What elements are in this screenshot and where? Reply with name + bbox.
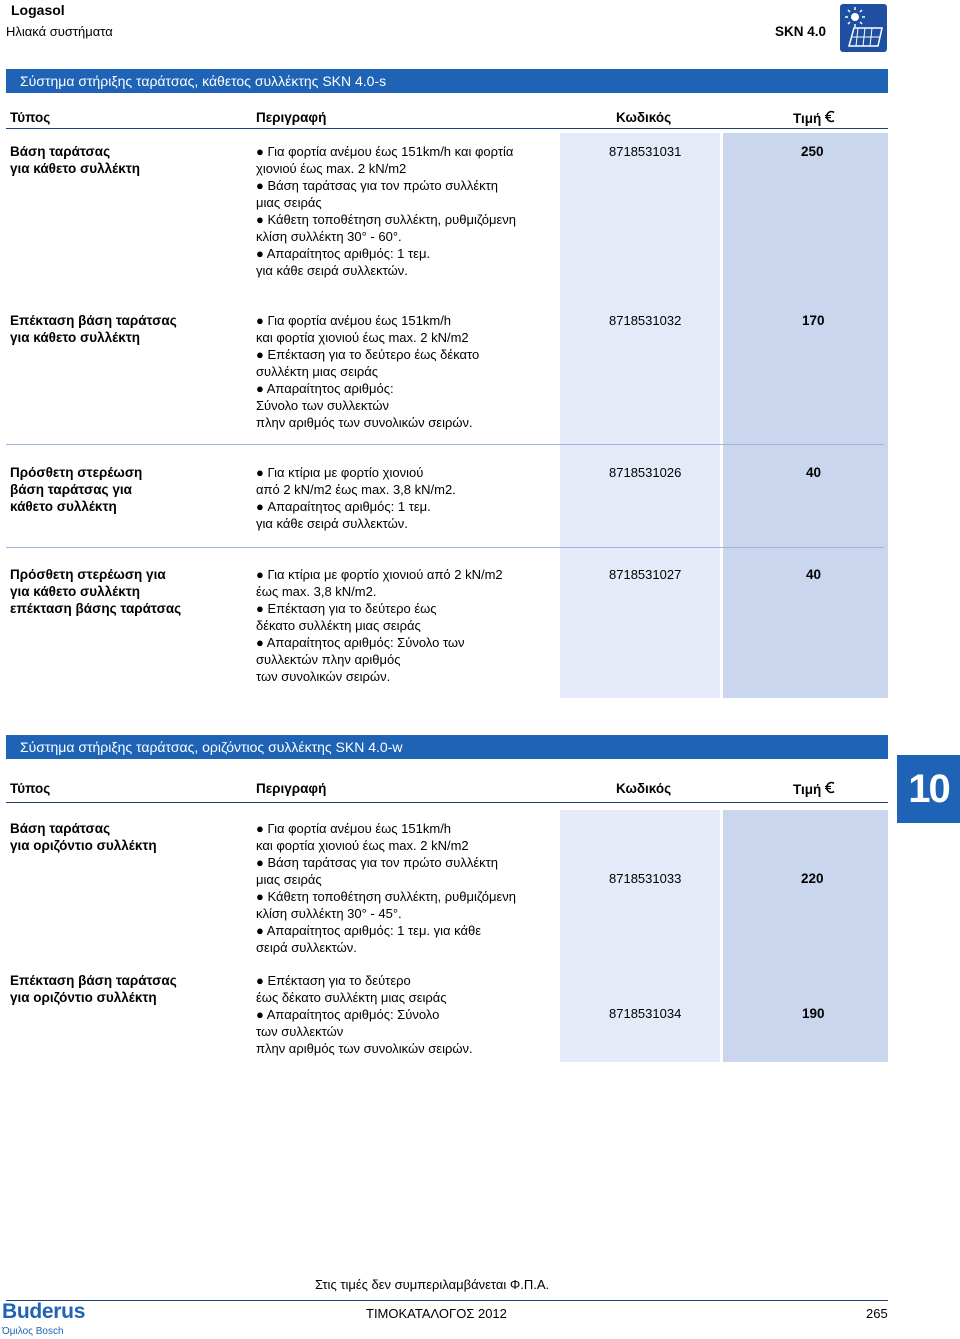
page-number: 265 [866, 1306, 888, 1321]
row-type: Βάση ταράτσας για οριζόντιο συλλέκτη [10, 821, 157, 853]
row-code: 8718531026 [609, 465, 682, 480]
column-header-rule [6, 802, 888, 803]
row-description: ● Για κτίρια με φορτίο χιονιού από 2 kN/m2 έως max. 3,8 kN/m2. ● Επέκταση για το δεύτερο έως δέκατο συλλέκτη μιας σειράς ● Απαραίτητος αριθμός: Σύνολο των συλλεκτών πλην αριθμός των συνολικών σειρών. [256, 567, 503, 684]
row-type: Βάση ταράτσας για κάθετο συλλέκτη [10, 144, 141, 176]
catalog-title: ΤΙΜΟΚΑΤΑΛΟΓΟΣ 2012 [366, 1306, 507, 1321]
model-code: SKN 4.0 [775, 24, 827, 39]
chapter-tab: 10 [897, 755, 960, 823]
row-description: ● Επέκταση για το δεύτερο έως δέκατο συλλέκτη μιας σειράς ● Απαραίτητος αριθμός: Σύνολο των συλλεκτών πλην αριθμός των συνολικών σειρών. [256, 973, 473, 1056]
column-header-description: Περιγραφή [256, 781, 327, 796]
column-header-type: Τύπος [10, 110, 51, 125]
row-description: ● Για φορτία ανέμου έως 151km/h και φορτία χιονιού έως max. 2 kN/m2 ● Βάση ταράτσας για τον πρώτο συλλέκτη μιας σειράς ● Κάθετη τοποθέτηση συλλέκτη, ρυθμιζόμενη κλίση συλλέκτη 30° - 60°. ● Απαραίτητος αριθμός: 1 τεμ. για κάθε σειρά συλλεκτών. [256, 144, 516, 278]
row-price: 250 [801, 144, 824, 159]
bosch-group-label: Όμιλος Bosch [2, 1326, 64, 1337]
footer-rule [6, 1300, 888, 1301]
row-price: 190 [802, 1006, 825, 1021]
row-price: 40 [806, 465, 822, 480]
column-header-rule [6, 128, 888, 129]
euro-icon [825, 781, 835, 797]
brand-title: Logasol [11, 2, 65, 18]
code-column-bg [560, 133, 720, 698]
row-divider [6, 547, 884, 548]
row-divider [6, 444, 884, 445]
row-price: 170 [802, 313, 825, 328]
code-column-bg [560, 810, 720, 1062]
row-code: 8718531034 [609, 1006, 682, 1021]
section-title-horizontal: Σύστημα στήριξης ταράτσας, οριζόντιος συλλέκτης SKN 4.0-w [6, 735, 888, 759]
row-type: Πρόσθετη στερέωση για για κάθετο συλλέκτη επέκταση βάσης ταράτσας [10, 567, 182, 616]
column-header-code: Κωδικός [616, 781, 672, 796]
row-description: ● Για φορτία ανέμου έως 151km/h και φορτία χιονιού έως max. 2 kN/m2 ● Βάση ταράτσας για τον πρώτο συλλέκτη μιας σειράς ● Κάθετη τοποθέτηση συλλέκτη, ρυθμιζόμενη κλίση συλλέκτη 30° - 45°. ● Απαραίτητος αριθμός: 1 τεμ. για κάθε σειρά συλλεκτών. [256, 821, 516, 955]
row-description: ● Για κτίρια με φορτίο χιονιού από 2 kN/m2 έως max. 3,8 kN/m2. ● Απαραίτητος αριθμός: 1 τεμ. για κάθε σειρά συλλεκτών. [256, 465, 456, 531]
row-price: 40 [806, 567, 822, 582]
price-column-bg [723, 810, 888, 1062]
column-header-price [793, 781, 835, 797]
price-label: Τιμή [793, 782, 822, 797]
row-type: Επέκταση βάση ταράτσας για οριζόντιο συλλέκτη [10, 973, 177, 1005]
buderus-logo: Buderus [2, 1300, 86, 1323]
row-type: Επέκταση βάση ταράτσας για κάθετο συλλέκτη [10, 313, 177, 345]
column-header-price [793, 110, 835, 126]
row-code: 8718531032 [609, 313, 682, 328]
price-label: Τιμή [793, 111, 822, 126]
column-header-description: Περιγραφή [256, 110, 327, 125]
brand-subtitle: Ηλιακά συστήματα [6, 24, 113, 39]
solar-collector-icon [840, 4, 887, 52]
price-column-bg [723, 133, 888, 698]
column-header-type: Τύπος [10, 781, 51, 796]
vat-note: Στις τιμές δεν συμπεριλαμβάνεται Φ.Π.Α. [315, 1277, 550, 1292]
row-description: ● Για φορτία ανέμου έως 151km/h και φορτία χιονιού έως max. 2 kN/m2 ● Επέκταση για το δεύτερο έως δέκατο συλλέκτη μιας σειράς ● Απαραίτητος αριθμός: Σύνολο των συλλεκτών πλην αριθμός των συνολικών σειρών. [256, 313, 480, 430]
row-code: 8718531027 [609, 567, 682, 582]
row-type: Πρόσθετη στερέωση βάση ταράτσας για κάθετο συλλέκτη [10, 465, 143, 514]
row-code: 8718531031 [609, 144, 682, 159]
section-title-vertical: Σύστημα στήριξης ταράτσας, κάθετος συλλέκτης SKN 4.0-s [6, 69, 888, 93]
row-price: 220 [801, 871, 824, 886]
column-header-code: Κωδικός [616, 110, 672, 125]
row-code: 8718531033 [609, 871, 682, 886]
euro-icon [825, 110, 835, 126]
